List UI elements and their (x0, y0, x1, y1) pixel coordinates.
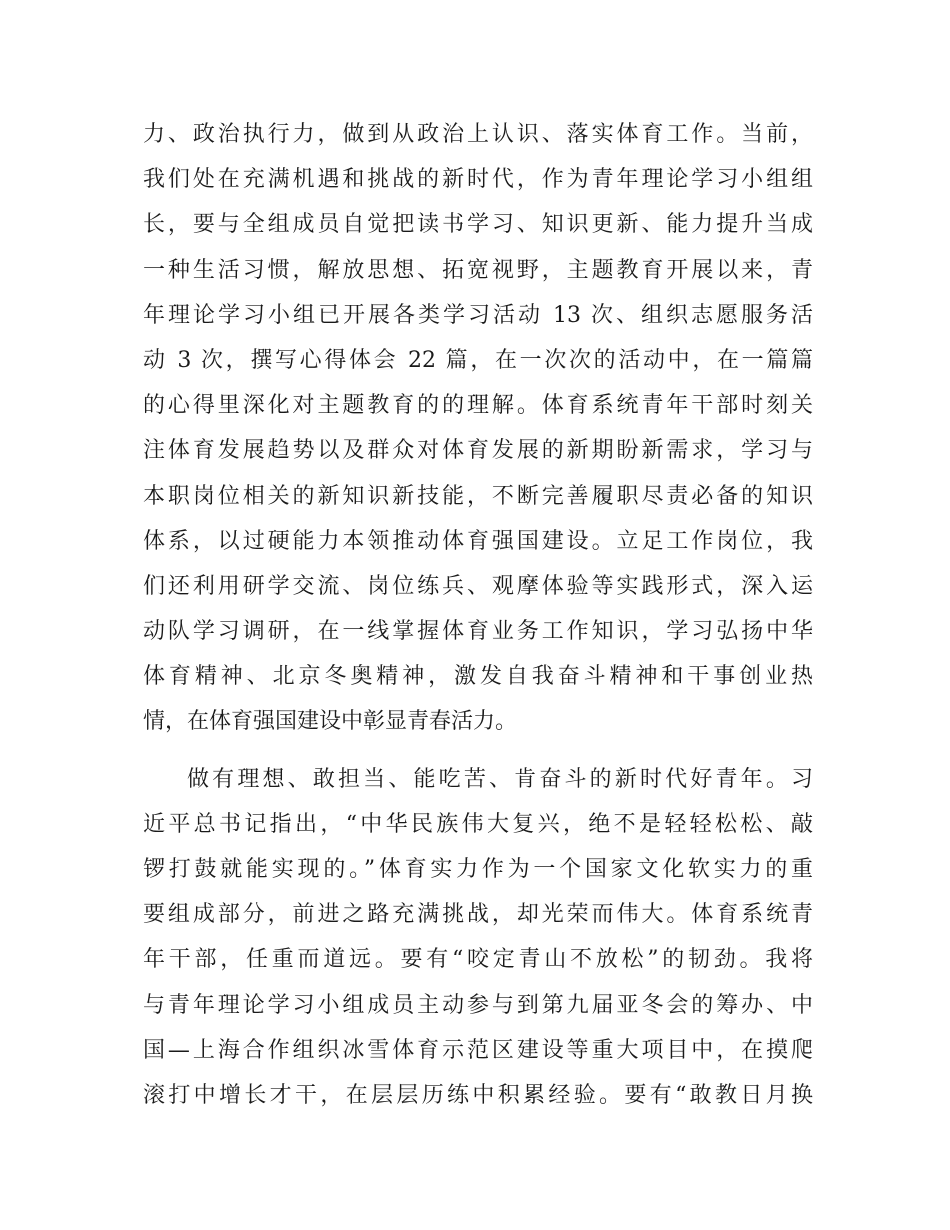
text-line: 年理论学习小组已开展各类学习活动 13 次、组织志愿服务活 (143, 302, 813, 328)
paragraph-spacer (143, 745, 813, 757)
text-line: 本职岗位相关的新知识新技能，不断完善履职尽责必备的知识 (143, 483, 813, 509)
text-line: 体育精神、北京冬奥精神，激发自我奋斗精神和干事创业热 (143, 664, 813, 690)
text-line: 们还利用研学交流、岗位练兵、观摩体验等实践形式，深入运 (143, 573, 813, 599)
text-line: 体系，以过硬能力本领推动体育强国建设。立足工作岗位，我 (143, 528, 813, 554)
text-line: 要组成部分，前进之路充满挑战，却光荣而伟大。体育系统青 (143, 902, 813, 928)
text-line: 情，在体育强国建设中彰显青春活力。 (143, 709, 518, 735)
text-line: 做有理想、敢担当、能吃苦、肯奋斗的新时代好青年。习 (187, 766, 813, 792)
paragraph-1 (143, 112, 813, 745)
text-line: 力、政治执行力，做到从政治上认识、落实体育工作。当前， (143, 122, 813, 147)
document-body (143, 112, 813, 1118)
text-line: 与青年理论学习小组成员主动参与到第九届亚冬会的筹办、中 (143, 992, 813, 1018)
text-line: 近平总书记指出，“中华民族伟大复兴，绝不是轻轻松松、敲 (143, 811, 813, 837)
paragraph-2 (143, 757, 813, 1119)
text-line: 锣打鼓就能实现的。”体育实力作为一个国家文化软实力的重 (143, 857, 813, 882)
text-line: 动队学习调研，在一线掌握体育业务工作知识，学习弘扬中华 (143, 619, 813, 645)
text-line: 年干部，任重而道远。要有“咬定青山不放松”的韧劲。我将 (143, 947, 813, 973)
text-line: 国—上海合作组织冰雪体育示范区建设等重大项目中，在摸爬 (143, 1037, 813, 1063)
text-line: 动 3 次，撰写心得体会 22 篇，在一次次的活动中，在一篇篇 (143, 347, 813, 373)
text-line: 长，要与全组成员自觉把读书学习、知识更新、能力提升当成 (143, 212, 813, 238)
text-line: 我们处在充满机遇和挑战的新时代，作为青年理论学习小组组 (143, 167, 813, 193)
text-line: 注体育发展趋势以及群众对体育发展的新期盼新需求，学习与 (143, 438, 813, 464)
text-line: 一种生活习惯，解放思想、拓宽视野，主题教育开展以来，青 (143, 257, 813, 283)
text-line: 的心得里深化对主题教育的的理解。体育系统青年干部时刻关 (143, 393, 813, 419)
text-line: 滚打中增长才干，在层层历练中积累经验。要有“敢教日月换 (143, 1082, 813, 1108)
